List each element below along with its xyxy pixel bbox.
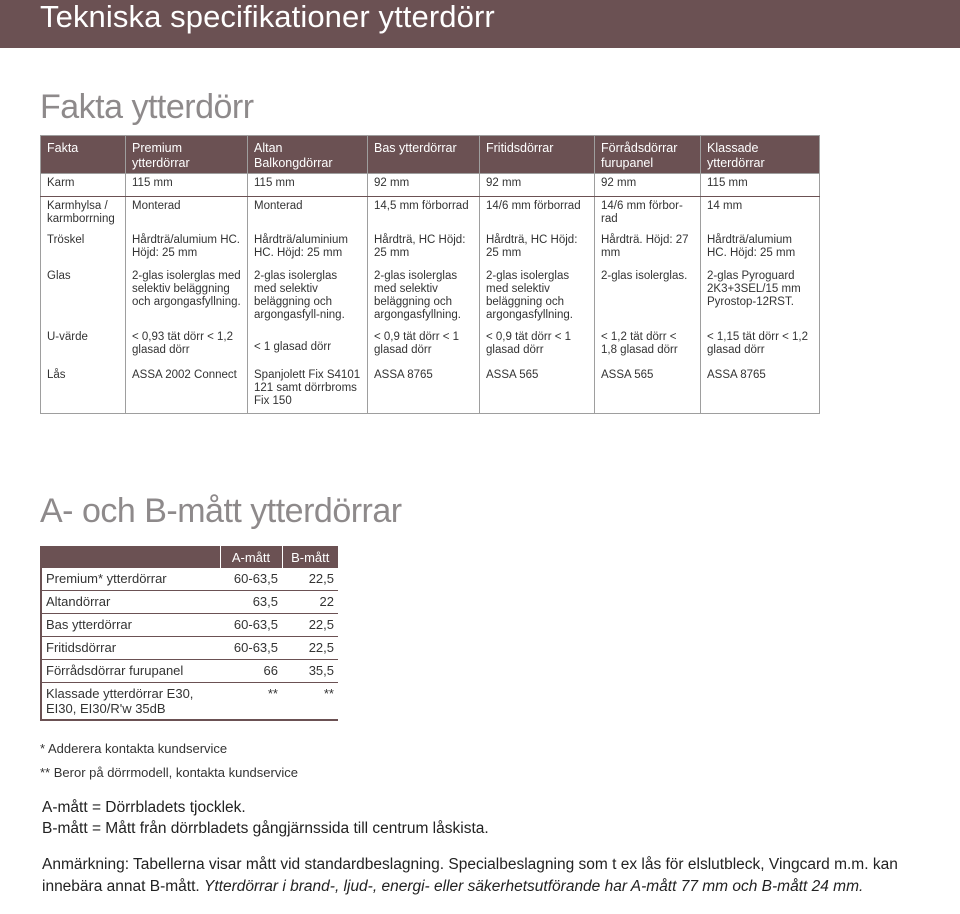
table-cell: < 0,9 tät dörr < 1 glasad dörr [368, 328, 480, 366]
table-cell: 2-glas isolerglas med selektiv beläggning och argongasfyllning. [480, 267, 595, 328]
ab-section-title: A- och B-mått ytterdörrar [40, 492, 402, 530]
remark-italic-text: Ytterdörrar i brand-, ljud-, energi- eller säkerhetsutförande har A-mått 77 mm och B-mått 24 mm. [204, 878, 864, 895]
definition-b-matt: B-mått = Mått från dörrbladets gångjärnssida till centrum låskista. [42, 820, 489, 837]
fakta-section-title: Fakta ytterdörr [40, 88, 254, 126]
fakta-col-header: Fritidsdörrar [480, 136, 595, 174]
ab-col-header: B-mått [282, 546, 338, 568]
table-cell: Hårdträ, HC Höjd: 25 mm [368, 231, 480, 267]
table-cell: 92 mm [480, 174, 595, 197]
table-cell: 2-glas isolerglas. [595, 267, 701, 328]
table-cell: ASSA 8765 [701, 366, 820, 414]
fakta-col-header: Förrådsdörrar furupanel [595, 136, 701, 174]
table-cell: U-värde [41, 328, 126, 366]
table-cell: Karm [41, 174, 126, 197]
table-cell: Hårdträ. Höjd: 27 mm [595, 231, 701, 267]
ab-col-header [40, 546, 220, 568]
remark-text: Anmärkning: Tabellerna visar mått vid standardbeslagning. Specialbeslagning som t ex lås för elslutbleck, Vingcard m.m. kan innebära annat B-mått. [42, 856, 898, 895]
table-cell: Hårdträ, HC Höjd: 25 mm [480, 231, 595, 267]
table-cell: 66 [220, 660, 282, 683]
table-cell: 14/6 mm förbor-rad [595, 197, 701, 232]
table-cell: Fritidsdörrar [40, 637, 220, 660]
remark-paragraph [42, 854, 922, 898]
table-cell: Spanjolett Fix S4101 121 samt dörrbroms Fix 150 [248, 366, 368, 414]
table-cell: ASSA 2002 Connect [126, 366, 248, 414]
table-cell: Hårdträ/aluminium HC. Höjd: 25 mm [248, 231, 368, 267]
table-cell: 22,5 [282, 614, 338, 637]
table-cell: ASSA 565 [595, 366, 701, 414]
table-cell: 92 mm [595, 174, 701, 197]
table-cell: ** [282, 683, 338, 721]
table-cell [248, 328, 368, 366]
table-cell: 92 mm [368, 174, 480, 197]
table-cell: Förrådsdörrar furupanel [40, 660, 220, 683]
fakta-col-header: Altan Balkongdörrar [248, 136, 368, 174]
table-cell: < 0,93 tät dörr < 1,2 glasad dörr [126, 328, 248, 366]
table-row [40, 660, 338, 683]
fakta-col-header: Fakta [41, 136, 126, 174]
table-row [41, 366, 820, 414]
fakta-header-row [41, 136, 820, 174]
table-cell: 2-glas isolerglas med selektiv beläggning och argongasfyll-ning. [248, 267, 368, 328]
table-cell: 115 mm [701, 174, 820, 197]
table-cell: < 0,9 tät dörr < 1 glasad dörr [480, 328, 595, 366]
table-cell: 60-63,5 [220, 637, 282, 660]
ab-header-row [40, 546, 338, 568]
header-banner [0, 0, 960, 48]
table-row [40, 683, 338, 721]
fakta-col-header: Klassade ytterdörrar [701, 136, 820, 174]
table-row [40, 614, 338, 637]
table-row [41, 267, 820, 328]
table-row [40, 591, 338, 614]
ab-matt-table [40, 546, 338, 721]
table-cell: ASSA 565 [480, 366, 595, 414]
table-cell: Monterad [248, 197, 368, 232]
table-cell: ** [220, 683, 282, 721]
table-cell: Glas [41, 267, 126, 328]
table-cell: Hårdträ/alumium HC. Höjd: 25 mm [126, 231, 248, 267]
fakta-table [40, 135, 820, 414]
table-cell: 115 mm [126, 174, 248, 197]
table-cell: Hårdträ/alumium HC. Höjd: 25 mm [701, 231, 820, 267]
fakta-col-header: Premium ytterdörrar [126, 136, 248, 174]
table-cell: 35,5 [282, 660, 338, 683]
table-cell: 2-glas isolerglas med selektiv beläggning och argongasfyllning. [126, 267, 248, 328]
footnote-star: * Adderera kontakta kundservice [40, 741, 228, 756]
table-cell: Lås [41, 366, 126, 414]
table-row [41, 328, 820, 366]
definition-a-matt: A-mått = Dörrbladets tjocklek. [42, 799, 246, 816]
table-cell: 14 mm [701, 197, 820, 232]
table-cell: 22,5 [282, 568, 338, 591]
table-cell: 22,5 [282, 637, 338, 660]
table-cell: ASSA 8765 [368, 366, 480, 414]
table-cell: Bas ytterdörrar [40, 614, 220, 637]
table-cell: Karmhylsa / karmborrning [41, 197, 126, 232]
table-row [40, 637, 338, 660]
table-row [41, 231, 820, 267]
table-cell: Klassade ytterdörrar E30, EI30, EI30/R'w 35dB [40, 683, 220, 721]
table-row [40, 568, 338, 591]
footnote-double-star: ** Beror på dörrmodell, kontakta kundservice [40, 765, 298, 780]
table-cell-text: < 1 glasad dörr [254, 341, 332, 353]
table-cell: 14/6 mm förborrad [480, 197, 595, 232]
table-cell: 14,5 mm förborrad [368, 197, 480, 232]
table-cell: < 1,15 tät dörr < 1,2 glasad dörr [701, 328, 820, 366]
table-cell: 2-glas Pyroguard 2K3+3SEL/15 mm Pyrostop-12RST. [701, 267, 820, 328]
table-cell: < 1,2 tät dörr < 1,8 glasad dörr [595, 328, 701, 366]
table-cell: 60-63,5 [220, 614, 282, 637]
table-cell: 63,5 [220, 591, 282, 614]
table-cell: 2-glas isolerglas med selektiv beläggning och argongasfyllning. [368, 267, 480, 328]
table-cell: Tröskel [41, 231, 126, 267]
table-cell: 60-63,5 [220, 568, 282, 591]
table-cell: 22 [282, 591, 338, 614]
page-title: Tekniska specifikationer ytterdörr [40, 0, 495, 34]
fakta-col-header: Bas ytterdörrar [368, 136, 480, 174]
table-row [41, 197, 820, 232]
table-cell: 115 mm [248, 174, 368, 197]
table-cell: Altandörrar [40, 591, 220, 614]
table-cell: Premium* ytterdörrar [40, 568, 220, 591]
ab-col-header: A-mått [220, 546, 282, 568]
table-cell: Monterad [126, 197, 248, 232]
table-row [41, 174, 820, 197]
